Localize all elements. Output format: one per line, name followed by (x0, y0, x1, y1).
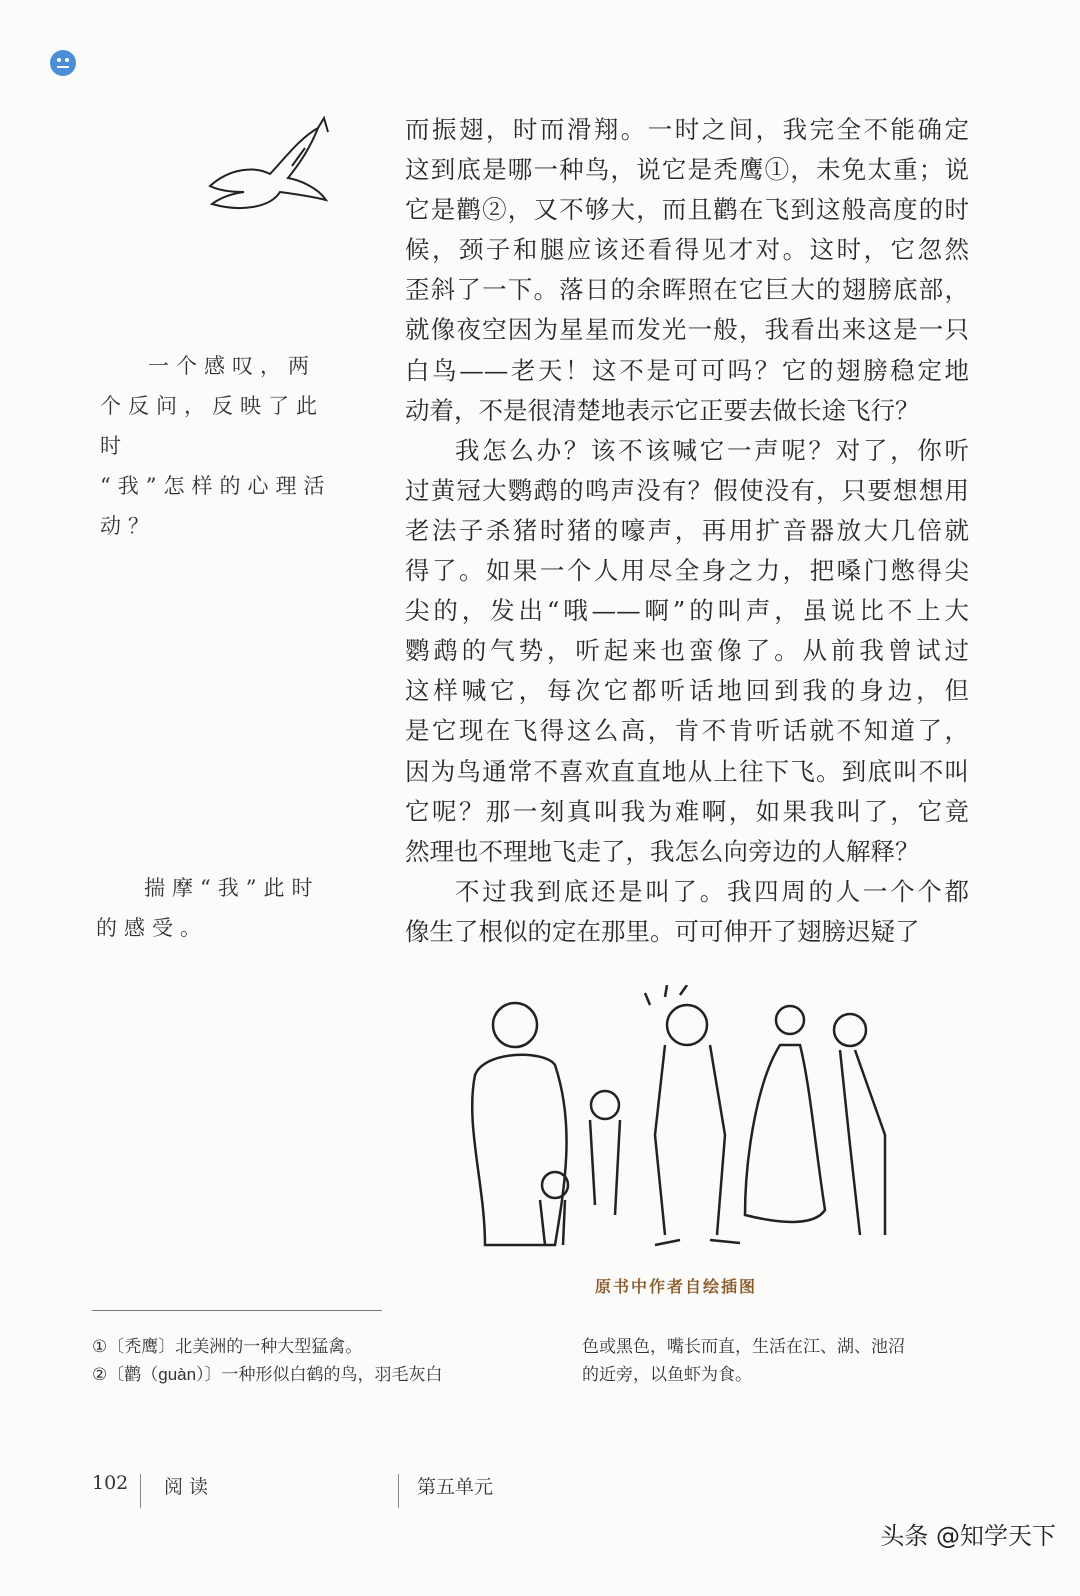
text-line: 尖的，发出“哦——啊”的叫声，虽说比不上大 (405, 596, 969, 626)
text-line: 过黄冠大鹦鹉的鸣声没有？假使没有，只要想想用 (405, 475, 969, 505)
text-line: 不过我到底还是叫了。我四周的人一个个都 (455, 876, 969, 906)
main-text (405, 110, 969, 952)
text-line: 白鸟——老天！这不是可可吗？它的翅膀稳定地 (405, 355, 969, 385)
unit-label: 第五单元 (417, 1476, 494, 1498)
page-footer (92, 1472, 494, 1498)
text-line: 歪斜了一下。落日的余晖照在它巨大的翅膀底部， (405, 275, 969, 305)
text-line: 像生了根似的定在那里。可可伸开了翅膀迟疑了 (405, 916, 920, 946)
text-line: 是它现在飞得这么高，肯不肯听话就不知道了， (405, 716, 969, 746)
side-note-line: 揣摩“我”此时 (144, 876, 320, 900)
side-note-line: 个反问，反映了此时 (100, 394, 324, 458)
bird-illustration (200, 108, 340, 218)
text-line: 动着，不是很清楚地表示它正要去做长途飞行？ (405, 395, 920, 425)
page-number: 102 (92, 1472, 129, 1494)
text-line: 它是鹳②，又不够大，而且鹳在飞到这般高度的时 (405, 195, 969, 225)
text-line: 老法子杀猪时猪的嚎声，再用扩音器放大几倍就 (405, 515, 969, 545)
footnote-2-cont: 的近旁，以鱼虾为食。 (582, 1365, 752, 1384)
side-note-line: 一个感叹，两 (148, 354, 316, 378)
text-line: 这到底是哪一种鸟，说它是秃鹰①，未免太重；说 (405, 155, 969, 185)
footnotes-left (92, 1333, 443, 1389)
text-line: 就像夜空因为星星而发光一般，我看出来这是一只 (405, 315, 969, 345)
side-note-line: 的感受。 (96, 916, 208, 940)
text-line: 我怎么办？该不该喊它一声呢？对了，你听 (455, 435, 969, 465)
illustration-caption: 原书中作者自绘插图 (594, 1277, 757, 1296)
watermark: 头条 @知学天下 (880, 1522, 1056, 1550)
text-line: 它呢？那一刻真叫我为难啊，如果我叫了，它竟 (405, 796, 969, 826)
side-note-line: “我”怎样的心理活 (100, 474, 332, 498)
text-line: 而振翅，时而滑翔。一时之间，我完全不能确定 (405, 115, 969, 144)
footnote-divider (92, 1310, 382, 1311)
text-line: 这样喊它，每次它都听话地回到我的身边，但 (405, 676, 969, 706)
footnotes-right (582, 1333, 905, 1389)
side-note-1 (100, 346, 340, 546)
text-line: 然理也不理地飞走了，我怎么向旁边的人解释？ (405, 836, 920, 866)
section-label: 阅 读 (164, 1476, 209, 1498)
footer-divider (398, 1474, 399, 1508)
footnote-1: ①〔秃鹰〕北美洲的一种大型猛禽。 (92, 1337, 363, 1356)
smiley-icon (50, 50, 76, 76)
text-line: 因为鸟通常不喜欢直直地从上往下飞。到底叫不叫 (405, 756, 969, 786)
footnote-2: ②〔鹳（guàn）〕一种形似白鹤的鸟，羽毛灰白 (92, 1365, 443, 1384)
footer-divider (140, 1474, 141, 1508)
text-line: 鹦鹉的气势，听起来也蛮像了。从前我曾试过 (405, 636, 969, 666)
footnote-2-cont: 色或黑色，嘴长而直，生活在江、湖、池沼 (582, 1337, 905, 1356)
text-line: 得了。如果一个人用尽全身之力，把嗓门憋得尖 (405, 556, 969, 586)
people-illustration (455, 985, 915, 1255)
side-note-2 (96, 868, 336, 948)
side-note-line: 动？ (100, 514, 156, 538)
text-line: 候，颈子和腿应该还看得见才对。这时，它忽然 (405, 235, 969, 265)
